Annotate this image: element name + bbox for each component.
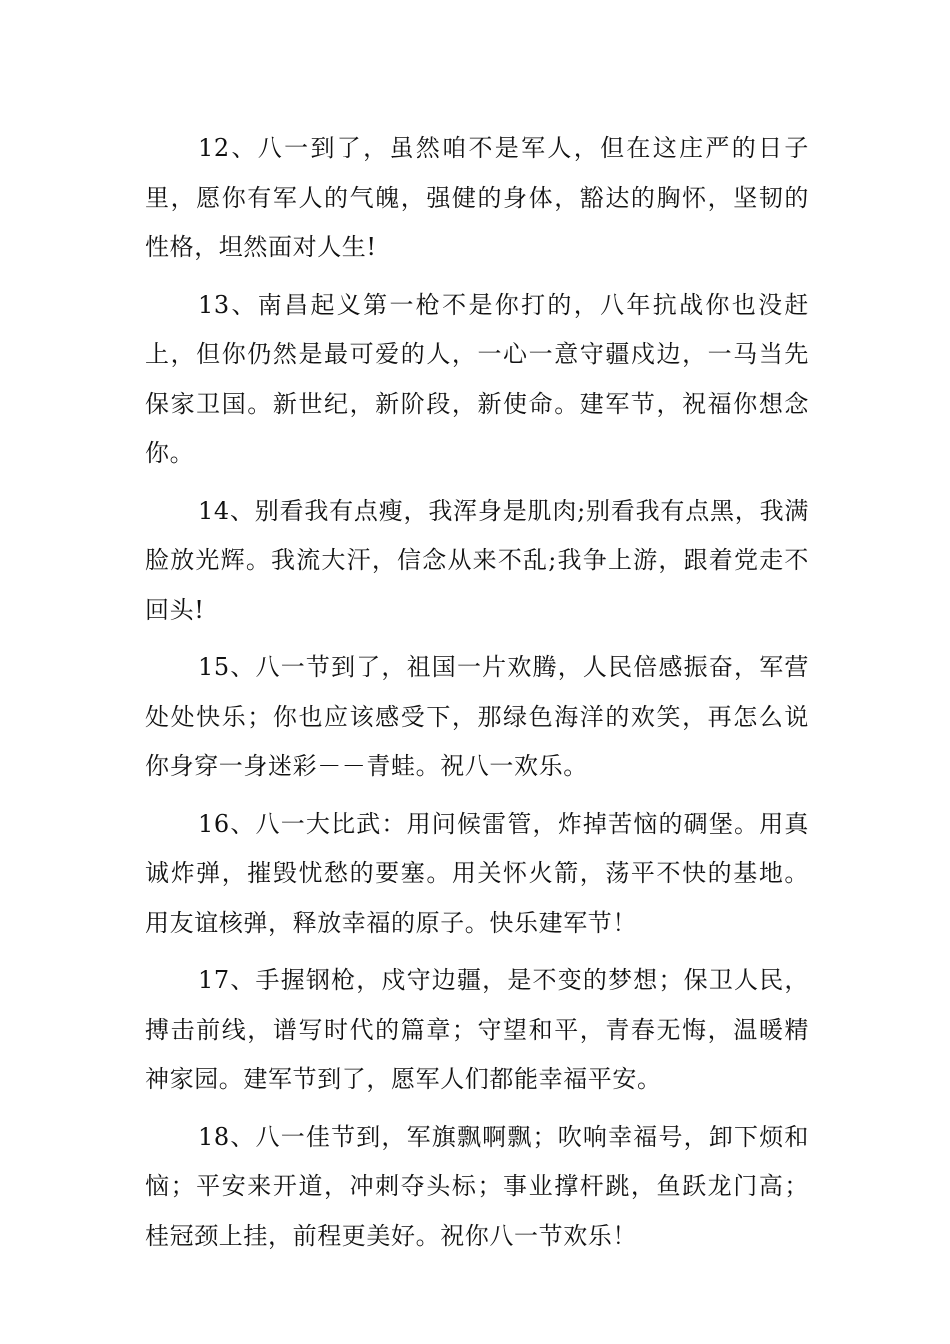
paragraph-14: 14、别看我有点瘦，我浑身是肌肉;别看我有点黑，我满脸放光辉。我流大汗，信念从来不乱;我争上游，跟着党走不回头! <box>145 496 809 624</box>
paragraph-18: 18、八一佳节到，军旗飘啊飘；吹响幸福号，卸下烦和恼；平安来开道，冲刺夺头标；事业撑杆跳，鱼跃龙门高；桂冠颈上挂，前程更美好。祝你八一节欢乐！ <box>145 1122 809 1250</box>
paragraph-17: 17、手握钢枪，戍守边疆，是不变的梦想；保卫人民，搏击前线，谱写时代的篇章；守望和平，青春无悔，温暖精神家园。建军节到了，愿军人们都能幸福平安。 <box>145 966 809 1093</box>
paragraph-13: 13、南昌起义第一枪不是你打的，八年抗战你也没赶上，但你仍然是最可爱的人，一心一意守疆戍边，一马当先保家卫国。新世纪，新阶段，新使命。建军节，祝福你想念你。 <box>145 290 809 467</box>
paragraph-16: 16、八一大比武：用问候雷管，炸掉苦恼的碉堡。用真诚炸弹，摧毁忧愁的要塞。用关怀火箭，荡平不快的基地。用友谊核弹，释放幸福的原子。快乐建军节！ <box>145 809 809 937</box>
document-body <box>145 124 809 1269</box>
paragraph-15: 15、八一节到了，祖国一片欢腾，人民倍感振奋，军营处处快乐；你也应该感受下，那绿色海洋的欢笑，再怎么说你身穿一身迷彩－－青蛙。祝八一欢乐。 <box>145 653 809 780</box>
paragraph-12: 12、八一到了，虽然咱不是军人，但在这庄严的日子里，愿你有军人的气魄，强健的身体，豁达的胸怀，坚韧的性格，坦然面对人生! <box>145 134 809 261</box>
